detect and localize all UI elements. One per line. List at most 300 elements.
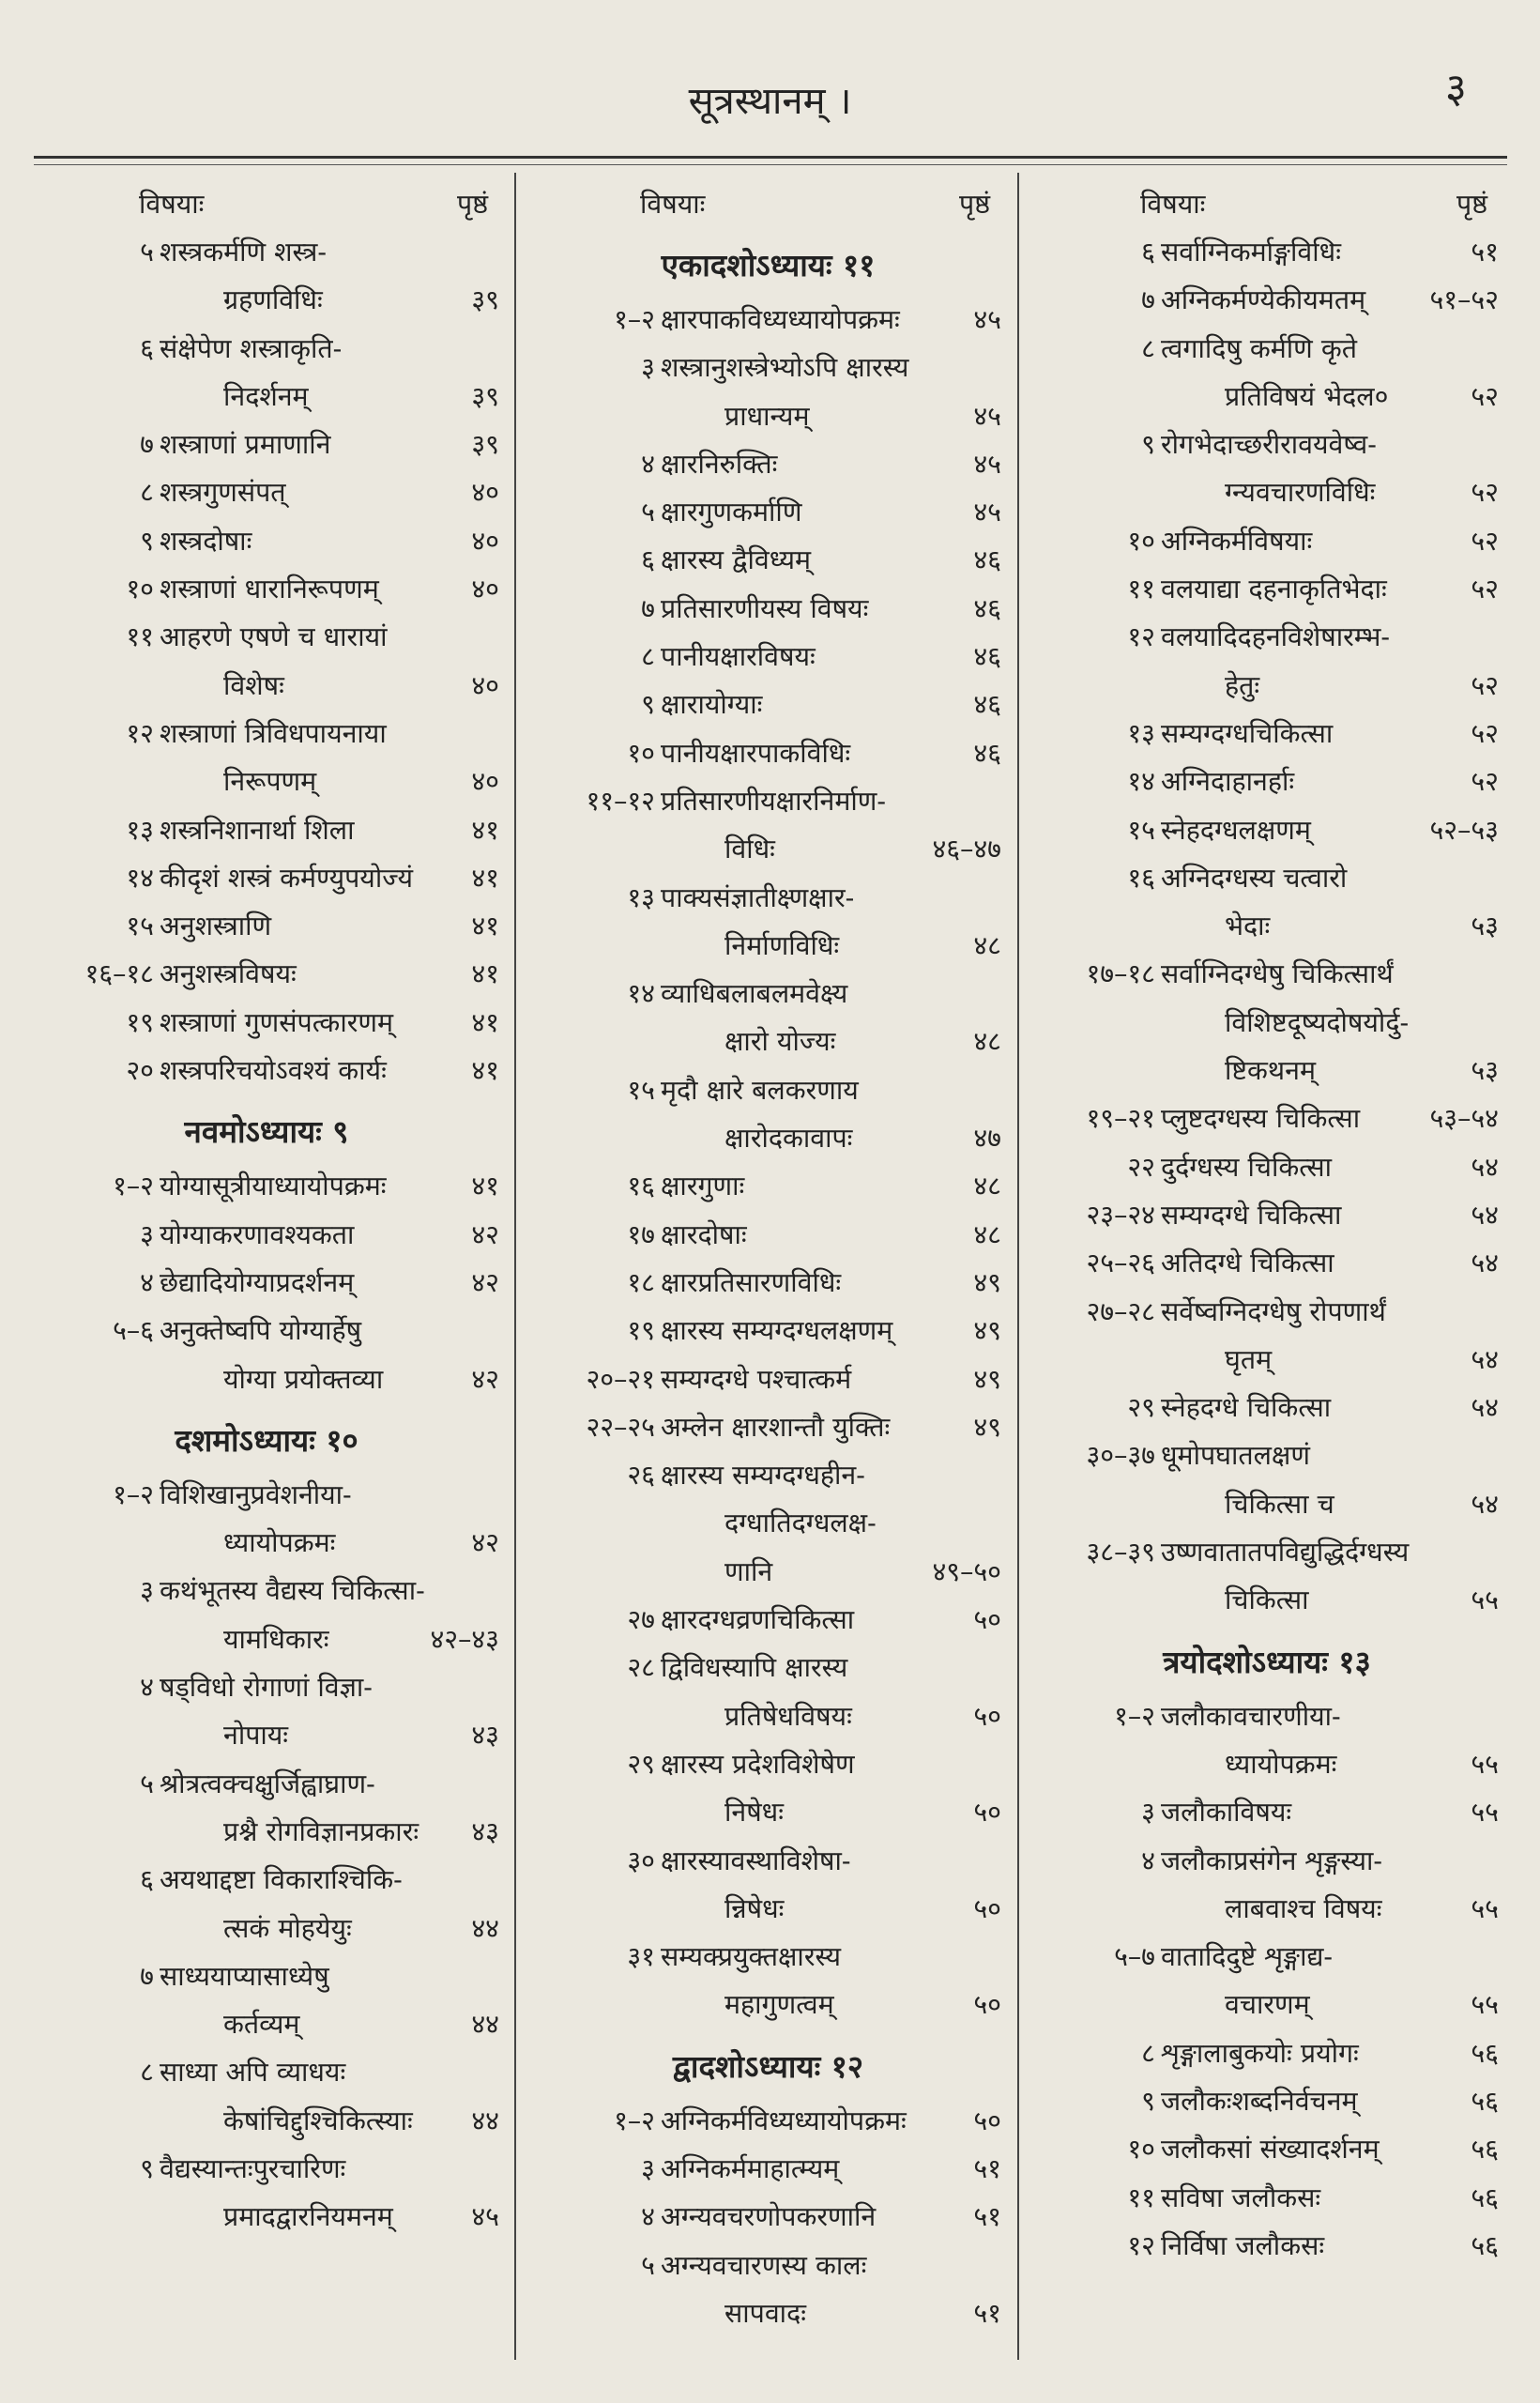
verse-number: १८ (627, 1266, 655, 1298)
page-ref: ४३ (471, 1815, 499, 1847)
index-entry (527, 1066, 1009, 1163)
index-entry (1028, 2174, 1506, 2222)
entry-text: ष्टिकथनम् (1225, 1055, 1316, 1087)
page-ref: ३९ (471, 380, 499, 412)
entry-text: क्षारायोग्याः (661, 689, 763, 721)
index-entry (527, 344, 1009, 440)
column-divider (514, 173, 516, 2360)
page-ref: ५५ (1471, 1584, 1499, 1616)
index-entry (26, 1952, 507, 2049)
page-ref: ४९–५० (932, 1555, 1001, 1587)
verse-number: ६ (140, 1864, 154, 1896)
index-entry (26, 517, 507, 565)
entry-text: अग्निकर्मविषयाः (1161, 525, 1313, 557)
page-ref: ५२ (1471, 525, 1499, 557)
entry-text: अग्निकर्ममाहात्म्यम् (661, 2152, 840, 2184)
entry-text: अयथाद्दष्टा विकाराश्चिकि- (160, 1864, 403, 1896)
entry-text: अनुशस्त्राणि (160, 911, 272, 942)
entry-text: वलयादिदहनविशेषारम्भ- (1161, 621, 1391, 653)
entry-text: क्षारस्य सम्यग्दग्धहीन- (661, 1460, 865, 1492)
verse-number: ९ (1141, 429, 1155, 461)
index-entry (527, 296, 1009, 344)
index-entry (26, 1047, 507, 1094)
index-entry (527, 1837, 1009, 1934)
entry-text: प्राधान्यम् (724, 400, 810, 432)
entry-text: महागुणत्वम् (724, 1989, 834, 2021)
index-entry (26, 854, 507, 902)
entry-text: सविषा जलौकसः (1161, 2181, 1321, 2213)
verse-number: २२ (1127, 1151, 1155, 1183)
verse-number: ७ (641, 592, 655, 624)
index-entry (26, 1567, 507, 1663)
verse-number: १–२ (113, 1478, 154, 1510)
page-ref: ५२ (1471, 766, 1499, 798)
page-ref: ४७ (973, 1123, 1001, 1155)
entry-text: सम्यग्दग्धचिकित्सा (1161, 717, 1334, 749)
column-header (527, 180, 1009, 228)
verse-number: ३८–३९ (1086, 1537, 1155, 1569)
verse-number: २३–२४ (1086, 1199, 1155, 1231)
entry-text: जलौकावचारणीया- (1161, 1700, 1341, 1732)
entry-text: योग्या प्रयोक्तव्या (223, 1363, 384, 1395)
entry-text: कथंभूतस्य वैद्यस्य चिकित्सा- (160, 1575, 425, 1607)
index-entry (26, 1211, 507, 1259)
entry-text: जलौकःशब्दनिर्वचनम् (1161, 2085, 1358, 2117)
verse-number: ४ (641, 2201, 655, 2233)
index-entry (26, 2048, 507, 2145)
entry-text: यामधिकारः (223, 1623, 329, 1655)
subject-label: विषयाः (139, 189, 205, 220)
entry-text: न्निषेधः (724, 1892, 785, 1924)
column-divider (1017, 173, 1019, 2360)
verse-number: ७ (140, 429, 154, 461)
verse-number: ३०–३७ (1086, 1440, 1155, 1472)
entry-text: प्रश्नै रोगविज्ञानप्रकारः (223, 1815, 419, 1847)
index-entry (1028, 2222, 1506, 2270)
page-ref: ४५ (471, 2201, 499, 2233)
entry-text: सर्वाग्निदग्धेषु चिकित्सार्थं (1161, 958, 1394, 990)
verse-number: ३१ (627, 1941, 655, 1973)
verse-number: ३ (140, 1575, 154, 1607)
entry-text: छेद्यादियोग्याप्रदर्शनम् (160, 1266, 355, 1298)
entry-text: शस्त्रानुशस्त्रेभ्योऽपि क्षारस्य (661, 352, 909, 384)
page-ref: ५३–५४ (1429, 1103, 1499, 1135)
entry-text: प्रतिषेधविषयः (724, 1700, 852, 1732)
entry-text: शस्त्राणां त्रिविधपायनाया (160, 717, 387, 749)
page-ref: ३९ (471, 284, 499, 316)
page-ref: ३९ (471, 429, 499, 461)
page-ref: ४२ (471, 1218, 499, 1250)
page-title: सूत्रस्थानम् । (688, 80, 852, 123)
page-ref: ४६ (973, 592, 1001, 624)
verse-number: १२ (126, 717, 154, 749)
verse-number: १६–१८ (84, 958, 154, 990)
index-entry (527, 1403, 1009, 1451)
column-header (26, 180, 507, 228)
index-entry (26, 1162, 507, 1210)
entry-text: रोगभेदाच्छरीरावयवेष्व- (1161, 429, 1377, 461)
entry-text: अनुक्तेष्वपि योग्यार्हेषु (160, 1315, 362, 1347)
entry-text: आहरणे एषणे च धारायां (160, 621, 388, 653)
index-entry (1028, 1094, 1506, 1142)
verse-number: ३० (627, 1844, 655, 1876)
entry-text: ग्न्यवचारणविधिः (1225, 477, 1376, 509)
entry-text: क्षारनिरुक्तिः (661, 448, 778, 480)
entry-text: निर्माणविधिः (724, 929, 840, 961)
page-ref: ४४ (471, 1912, 499, 1944)
verse-number: १७–१८ (1086, 958, 1155, 990)
entry-text: अग्निकर्मण्येकीयमतम् (1161, 284, 1366, 316)
index-entry (1028, 517, 1506, 565)
verse-number: २७–२८ (1086, 1295, 1155, 1327)
verse-number: ८ (140, 477, 154, 509)
page-ref: ५१ (973, 2152, 1001, 2184)
index-entry (527, 2242, 1009, 2338)
entry-text: निषेधः (724, 1797, 784, 1829)
page-ref: ४० (471, 766, 499, 798)
verse-number: ९ (641, 689, 655, 721)
verse-number: ७ (140, 1960, 154, 1992)
verse-number: ११ (1127, 2181, 1155, 2213)
entry-text: शृङ्गालाबुकयोः प्रयोगः (1161, 2037, 1359, 2069)
page-ref: ४१ (471, 958, 499, 990)
index-entry (527, 1162, 1009, 1210)
verse-number: १० (1127, 2134, 1155, 2166)
entry-text: प्रतिविषयं भेदल० (1225, 380, 1389, 412)
verse-number: १९–२१ (1086, 1103, 1155, 1135)
index-entry (1028, 950, 1506, 1094)
verse-number: १० (1127, 525, 1155, 557)
index-entry (527, 1596, 1009, 1644)
page-ref: ४८ (973, 929, 1001, 961)
page-ref: ४८ (973, 1218, 1001, 1250)
page-ref: ४६–४७ (932, 834, 1001, 865)
page-ref: ५६ (1471, 2134, 1499, 2166)
entry-text: सर्वाग्निकर्माङ्गविधिः (1161, 237, 1341, 268)
entry-text: केषांचिद्दुश्चिकित्स्याः (223, 2105, 413, 2136)
entry-text: क्षारो योज्यः (724, 1026, 836, 1058)
index-entry (1028, 2077, 1506, 2125)
verse-number: १५ (627, 1074, 655, 1106)
index-entry (527, 536, 1009, 584)
index-entry (26, 468, 507, 516)
entry-text: साध्ययाप्यासाध्येषु (160, 1960, 329, 1992)
entry-text: क्षारस्य सम्यग्दग्धलक्षणम् (661, 1315, 893, 1347)
entry-text: व्याधिबलाबलमवेक्ष्य (661, 978, 848, 1010)
verse-number: १० (126, 574, 154, 605)
verse-number: १६ (1127, 862, 1155, 894)
verse-number: २२–२५ (586, 1411, 655, 1443)
index-entry (1028, 1933, 1506, 2029)
verse-number: ३ (641, 2152, 655, 2184)
entry-text: अग्निकर्मविध्यध्यायोपक्रमः (661, 2105, 907, 2136)
entry-text: शस्त्राणां गुणसंपत्कारणम् (160, 1006, 394, 1038)
index-entry (1028, 1837, 1506, 1934)
entry-text: सम्यग्दग्धे पश्चात्कर्म (661, 1363, 852, 1395)
index-entry (527, 729, 1009, 777)
entry-text: प्लुष्टदग्धस्य चिकित्सा (1161, 1103, 1361, 1135)
page-ref: ५४ (1471, 1392, 1499, 1424)
verse-number: १२ (1127, 2229, 1155, 2261)
page-ref: ५५ (1471, 1748, 1499, 1780)
chapter-heading: दशमोऽध्यायः १० (175, 1421, 358, 1459)
verse-number: १४ (627, 978, 655, 1010)
verse-number: ७ (1141, 284, 1155, 316)
verse-number: ८ (1141, 2037, 1155, 2069)
index-entry (527, 681, 1009, 728)
entry-text: प्रतिसारणीयस्य विषयः (661, 592, 869, 624)
entry-text: त्सकं मोहयेयुः (223, 1912, 352, 1944)
index-entry (26, 2145, 507, 2242)
verse-number: २७ (627, 1604, 655, 1636)
page-ref: ५१ (973, 2201, 1001, 2233)
page-ref: ४२ (471, 1527, 499, 1559)
index-entry (26, 1471, 507, 1568)
entry-text: जलौकाप्रसंगेन शृङ्गस्या- (1161, 1844, 1383, 1876)
index-entry (1028, 710, 1506, 758)
index-entry (1028, 758, 1506, 805)
entry-text: अम्लेन क्षारशान्तौ युक्तिः (661, 1411, 891, 1443)
page-label: पृष्ठं (1456, 189, 1487, 220)
verse-number: ४ (140, 1672, 154, 1704)
entry-text: विशेषः (223, 669, 284, 701)
index-entry (527, 585, 1009, 633)
page-ref: ४६ (973, 641, 1001, 673)
page-ref: ४४ (471, 2009, 499, 2041)
entry-text: त्वगादिषु कर्मणि कृते (1161, 332, 1357, 364)
page-ref: ५० (973, 1892, 1001, 1924)
entry-text: दग्धातिदग्धलक्ष- (724, 1508, 877, 1539)
entry-text: सर्वेष्वग्निदग्धेषु रोपणार्थं (1161, 1295, 1386, 1327)
index-entry (527, 1211, 1009, 1259)
entry-text: कीदृशं शस्त्रं कर्मण्युपयोज्यं (160, 862, 414, 894)
verse-number: १३ (126, 814, 154, 846)
page-ref: ४२ (471, 1266, 499, 1298)
verse-number: ३ (140, 1218, 154, 1250)
verse-number: ६ (1141, 237, 1155, 268)
entry-text: नोपायः (223, 1720, 289, 1752)
entry-text: शस्त्रकर्मणि शस्त्र- (160, 237, 328, 268)
entry-text: पाक्यसंज्ञातीक्ष्णक्षार- (661, 881, 855, 913)
index-entry (1028, 1788, 1506, 1836)
verse-number: ५–७ (1114, 1941, 1155, 1973)
index-entry (1028, 1528, 1506, 1625)
verse-number: १० (627, 737, 655, 769)
page-ref: ५३ (1471, 1055, 1499, 1087)
index-entry (527, 488, 1009, 536)
index-entry (527, 1933, 1009, 2029)
page-ref: ५२ (1471, 477, 1499, 509)
page-ref: ४१ (471, 1055, 499, 1087)
entry-text: सापवादः (724, 2297, 806, 2329)
page-ref: ४२–४३ (430, 1623, 499, 1655)
index-entry (1028, 565, 1506, 613)
entry-text: अतिदग्धे चिकित्सा (1161, 1247, 1334, 1279)
chapter-heading: त्रयोदशोऽध्यायः १३ (1163, 1643, 1371, 1680)
verse-number: ५ (140, 237, 154, 268)
entry-text: स्नेहदग्धे चिकित्सा (1161, 1392, 1332, 1424)
page-number: ३ (1445, 65, 1467, 113)
entry-text: संक्षेपेण शस्त्राकृति- (160, 332, 343, 364)
page-ref: ५५ (1471, 1892, 1499, 1924)
entry-text: शस्त्रपरिचयोऽवश्यं कार्यः (160, 1055, 387, 1087)
verse-number: ११ (126, 621, 154, 653)
page-ref: ४८ (973, 1171, 1001, 1202)
entry-text: शस्त्राणां धारानिरूपणम् (160, 574, 379, 605)
entry-text: शस्त्रदोषाः (160, 525, 252, 557)
column-header (1028, 180, 1506, 228)
page-ref: ५४ (1471, 1488, 1499, 1520)
page-ref: ५१–५२ (1429, 284, 1499, 316)
entry-text: कर्तव्यम् (223, 2009, 300, 2041)
entry-text: शस्त्राणां प्रमाणानि (160, 429, 331, 461)
page-ref: ५२ (1471, 574, 1499, 605)
page-ref: ५० (973, 1604, 1001, 1636)
index-entry (1028, 613, 1506, 710)
verse-number: ९ (1141, 2085, 1155, 2117)
verse-number: १२ (1127, 621, 1155, 653)
index-entry (1028, 228, 1506, 276)
verse-number: ५ (641, 2249, 655, 2281)
entry-text: अग्निदग्धस्य चत्वारो (1161, 862, 1348, 894)
page-ref: ५६ (1471, 2229, 1499, 2261)
index-entry (1028, 421, 1506, 517)
entry-text: धूमोपघातलक्षणं (1161, 1440, 1310, 1472)
entry-text: घृतम् (1225, 1343, 1273, 1375)
chapter-heading: द्वादशोऽध्यायः १२ (672, 2047, 864, 2085)
entry-text: क्षारोदकावापः (724, 1123, 853, 1155)
verse-number: २०–२१ (586, 1363, 655, 1395)
index-entry (527, 1355, 1009, 1403)
entry-text: विधिः (724, 834, 775, 865)
subject-label: विषयाः (640, 189, 706, 220)
header-rule (34, 156, 1507, 159)
entry-text: सम्यग्दग्धे चिकित्सा (1161, 1199, 1342, 1231)
page-ref: ४० (471, 574, 499, 605)
entry-text: विशिष्टदूष्यदोषयोर्दु- (1225, 1006, 1410, 1038)
verse-number: ३ (641, 352, 655, 384)
page-ref: ५३ (1471, 911, 1499, 942)
index-entry (527, 1259, 1009, 1307)
index-entry (527, 874, 1009, 971)
page-ref: ५४ (1471, 1151, 1499, 1183)
page-ref: ४० (471, 669, 499, 701)
entry-text: क्षारपाकविध्यध्यायोपक्रमः (661, 304, 900, 335)
verse-number: ९ (140, 2152, 154, 2184)
verse-number: ५ (641, 497, 655, 528)
page-ref: ५० (973, 1700, 1001, 1732)
index-entry (1028, 1431, 1506, 1528)
verse-number: २८ (627, 1652, 655, 1684)
index-column-1 (26, 180, 507, 2242)
verse-number: १३ (1127, 717, 1155, 749)
verse-number: २५–२६ (1086, 1247, 1155, 1279)
verse-number: ५ (140, 1768, 154, 1799)
entry-text: श्रोत्रत्वक्चक्षुर्जिह्वाघ्राण- (160, 1768, 375, 1799)
entry-text: जलौकसां संख्यादर्शनम् (1161, 2134, 1380, 2166)
entry-text: ग्रहणविधिः (223, 284, 323, 316)
entry-text: साध्या अपि व्याधयः (160, 2057, 346, 2089)
index-entry (26, 950, 507, 998)
verse-number: ८ (641, 641, 655, 673)
index-entry (1028, 1239, 1506, 1287)
page-ref: ५१ (1471, 237, 1499, 268)
entry-text: क्षारगुणाः (661, 1171, 745, 1202)
entry-text: अग्निदाहानर्हाः (1161, 766, 1295, 798)
entry-text: दुर्दग्धस्य चिकित्सा (1161, 1151, 1333, 1183)
verse-number: ४ (140, 1266, 154, 1298)
page-ref: ५६ (1471, 2085, 1499, 2117)
index-entry (26, 325, 507, 421)
entry-text: हेतुः (1225, 669, 1260, 701)
page-ref: ४८ (973, 1026, 1001, 1058)
entry-text: वलयाद्या दहनाकृतिभेदाः (1161, 574, 1387, 605)
entry-text: क्षारस्य प्रदेशविशेषेण (661, 1748, 855, 1780)
index-entry (26, 999, 507, 1047)
entry-text: द्विविधस्यापि क्षारस्य (661, 1652, 848, 1684)
page-ref: ४९ (973, 1411, 1001, 1443)
page-label: पृष्ठं (959, 189, 990, 220)
index-entry (527, 1644, 1009, 1740)
page-ref: ४१ (471, 911, 499, 942)
entry-text: योग्याकरणावश्यकता (160, 1218, 355, 1250)
index-entry (26, 1760, 507, 1857)
index-entry (527, 1451, 1009, 1596)
entry-text: निर्विषा जलौकसः (1161, 2229, 1325, 2261)
index-entry (26, 1307, 507, 1403)
index-entry (26, 613, 507, 710)
verse-number: १५ (126, 911, 154, 942)
entry-text: प्रतिसारणीयक्षारनिर्माण- (661, 785, 886, 817)
chapter-heading: एकादशोऽध्यायः ११ (661, 247, 876, 283)
page-ref: ४० (471, 477, 499, 509)
index-entry (527, 2097, 1009, 2145)
index-entry (1028, 1143, 1506, 1191)
verse-number: ६ (140, 332, 154, 364)
entry-text: चिकित्सा (1225, 1584, 1309, 1616)
page-ref: ५१ (973, 2297, 1001, 2329)
page-ref: ४१ (471, 1171, 499, 1202)
page-ref: ५२–५३ (1429, 814, 1499, 846)
index-entry (26, 902, 507, 950)
index-entry (1028, 1692, 1506, 1789)
page-ref: ५४ (1471, 1343, 1499, 1375)
entry-text: चिकित्सा च (1225, 1488, 1334, 1520)
entry-text: विशिखानुप्रवेशनीया- (160, 1478, 352, 1510)
entry-text: क्षारदग्धव्रणचिकित्सा (661, 1604, 855, 1636)
entry-text: क्षारस्यावस्थाविशेषा- (661, 1844, 851, 1876)
entry-text: सम्यक्प्रयुक्तक्षारस्य (661, 1941, 842, 1973)
verse-number: २९ (1127, 1392, 1155, 1424)
verse-number: ८ (1141, 332, 1155, 364)
entry-text: उष्णवातातपविद्युद्धिर्दग्धस्य (1161, 1537, 1410, 1569)
entry-text: मृदौ क्षारे बलकरणाय (661, 1074, 859, 1106)
index-entry (1028, 325, 1506, 421)
index-entry (1028, 2029, 1506, 2077)
index-entry (26, 1663, 507, 1760)
entry-text: णानि (724, 1555, 773, 1587)
verse-number: १–२ (614, 304, 655, 335)
verse-number: १६ (627, 1171, 655, 1202)
header-rule-thin (34, 164, 1507, 165)
verse-number: १–२ (614, 2105, 655, 2136)
page-ref: ५० (973, 1797, 1001, 1829)
verse-number: १९ (627, 1315, 655, 1347)
entry-text: लाबवाश्च विषयः (1225, 1892, 1382, 1924)
entry-text: जलौकाविषयः (1161, 1797, 1292, 1829)
verse-number: ३ (1141, 1797, 1155, 1829)
verse-number: ८ (140, 2057, 154, 2089)
